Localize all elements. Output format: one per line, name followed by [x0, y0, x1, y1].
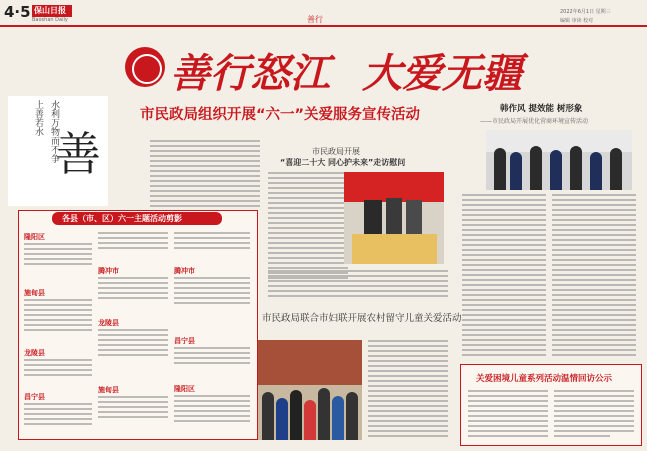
bottom-box-text-1	[468, 390, 548, 440]
right-subheadline: ——市民政局开展优化营商环境宣传活动	[480, 118, 589, 125]
section-name: 善行	[307, 15, 323, 24]
right-text-2	[552, 194, 636, 359]
county-text	[24, 243, 92, 268]
article-text-1	[150, 140, 260, 215]
county-text	[98, 396, 168, 421]
county-text	[174, 347, 250, 367]
page-number: 4·5	[4, 3, 31, 21]
issue-date: 2022年6月1日 星期三	[560, 9, 611, 15]
right-text-1	[462, 194, 546, 359]
county-label: 施甸县	[98, 386, 119, 394]
main-headline: 市民政局组织开展“六一”关爱服务宣传活动	[140, 107, 421, 123]
banner-title-2: 大爱无疆	[362, 50, 522, 97]
county-text	[174, 232, 250, 252]
article-text-2	[268, 172, 348, 282]
county-text	[98, 277, 168, 302]
county-label: 腾冲市	[98, 267, 119, 275]
county-label: 施甸县	[24, 289, 45, 297]
sidebar-vertical-2: 水利万物而不争	[49, 100, 59, 163]
county-label: 隆阳区	[174, 385, 195, 393]
county-text	[98, 329, 168, 359]
sub-title-1: 市民政局开展	[312, 147, 360, 156]
county-text	[24, 403, 92, 428]
county-label: 隆阳区	[24, 233, 45, 241]
photo2-title: 市民政局联合市妇联开展农村留守儿童关爱活动	[262, 313, 462, 324]
paper-name: 保山日报	[34, 6, 66, 15]
county-label: 腾冲市	[174, 267, 195, 275]
bottom-box-title: 关爱困境儿童系列活动温情回访公示	[476, 374, 613, 384]
county-label: 龙陵县	[98, 319, 119, 327]
paper-name-latin: Baoshan Daily	[32, 17, 68, 23]
county-text	[98, 232, 168, 252]
photo-children	[256, 340, 362, 440]
photo-donation	[344, 172, 444, 264]
photo-service-hall	[486, 130, 632, 190]
article-text-4	[368, 340, 448, 440]
edition-info: 编辑 审读 校对	[560, 18, 594, 24]
county-label: 昌宁县	[24, 393, 45, 401]
county-text	[24, 299, 92, 334]
county-text	[174, 395, 250, 425]
sidebar-big-char: 善	[55, 127, 101, 181]
right-headline: 韩作风 提效能 树形象	[500, 104, 583, 114]
header-rule	[0, 25, 647, 27]
county-box-title: 各县（市、区）六一主题活动剪影	[62, 214, 182, 223]
banner-emblem-inner	[132, 54, 162, 84]
county-text	[24, 359, 92, 379]
county-label: 龙陵县	[24, 349, 45, 357]
county-text	[174, 277, 250, 307]
bottom-box-text-2	[554, 390, 634, 440]
sub-title-2: “喜迎二十大 同心护未来”走访慰问	[280, 158, 406, 167]
banner-title-1: 善行怒江	[170, 50, 330, 97]
county-label: 昌宁县	[174, 337, 195, 345]
sidebar-vertical-1: 上善若水	[33, 100, 43, 136]
article-text-3	[268, 270, 448, 300]
